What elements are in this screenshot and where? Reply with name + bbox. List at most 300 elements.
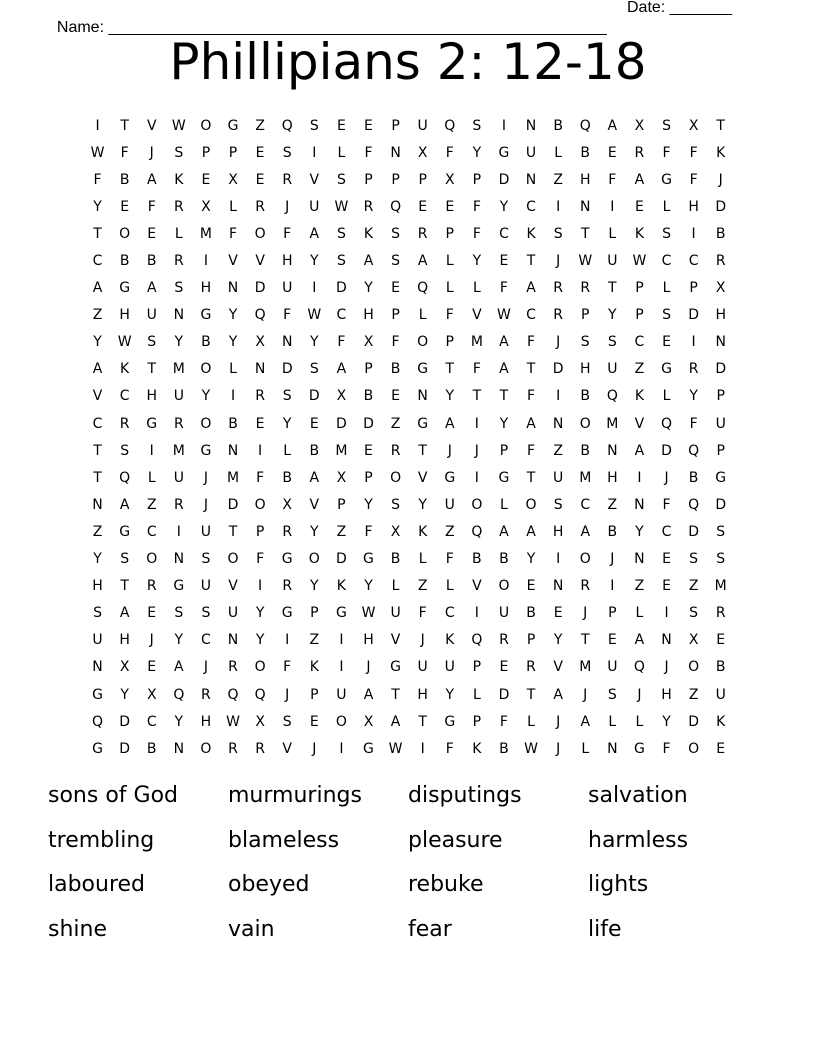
grid-letter: O (254, 496, 266, 513)
grid-letter: A (363, 686, 374, 703)
grid-letter: K (363, 225, 374, 242)
grid-letter: G (498, 469, 510, 486)
grid-letter: X (363, 334, 374, 351)
grid-letter: O (146, 551, 158, 568)
grid-letter: G (417, 361, 429, 378)
grid-letter: F (445, 307, 454, 324)
grid-letter: L (662, 280, 671, 297)
grid-letter: X (119, 659, 130, 676)
grid-letter: X (417, 144, 428, 161)
grid-letter: D (688, 523, 699, 540)
grid-letter: S (580, 334, 590, 351)
word-bank-item: fear (408, 916, 452, 942)
grid-letter: O (200, 361, 212, 378)
grid-letter: H (200, 280, 212, 297)
grid-letter: V (282, 740, 292, 757)
grid-letter: B (309, 442, 320, 459)
grid-letter: H (363, 632, 374, 649)
grid-letter: U (173, 388, 184, 405)
grid-letter: Q (471, 632, 483, 649)
grid-letter: V (417, 469, 428, 486)
grid-letter: W (90, 144, 105, 161)
grid-letter: A (607, 117, 618, 134)
grid-letter: Q (688, 442, 700, 459)
grid-letter: D (119, 740, 131, 757)
grid-letter: C (201, 632, 211, 649)
grid-letter: B (580, 388, 591, 405)
grid-letter: P (472, 171, 482, 188)
grid-letter: T (526, 253, 536, 270)
grid-letter: B (119, 253, 130, 270)
grid-letter: Y (174, 713, 184, 730)
grid-letter: D (498, 686, 510, 703)
grid-letter: A (526, 523, 536, 540)
grid-letter: T (526, 361, 536, 378)
grid-letter: M (335, 442, 348, 459)
grid-letter: E (607, 144, 617, 161)
grid-letter: V (92, 388, 103, 405)
grid-letter: G (715, 469, 727, 486)
grid-letter: E (662, 334, 671, 351)
grid-letter: E (120, 198, 130, 215)
grid-letter: Z (634, 578, 645, 595)
grid-letter: A (146, 280, 157, 297)
word-bank-item: vain (228, 916, 275, 942)
grid-letter: L (472, 280, 481, 297)
grid-letter: H (200, 713, 212, 730)
grid-letter: E (607, 632, 617, 649)
grid-letter: N (661, 632, 672, 649)
grid-letter: I (95, 117, 100, 134)
grid-letter: N (525, 117, 537, 134)
grid-letter: A (174, 659, 184, 676)
grid-letter: E (364, 117, 373, 134)
grid-letter: O (579, 551, 591, 568)
grid-letter: B (607, 523, 618, 540)
grid-letter: R (282, 171, 293, 188)
name-label: Name: ________________________________________________________ (56, 19, 607, 36)
grid-letter: E (336, 117, 346, 134)
grid-letter: Y (364, 496, 373, 513)
grid-letter: L (662, 388, 671, 405)
grid-letter: F (256, 469, 265, 486)
grid-letter: E (662, 578, 671, 595)
grid-letter: I (637, 469, 642, 486)
grid-letter: F (662, 496, 671, 513)
grid-letter: F (499, 713, 508, 730)
date-label: Date: _______ (627, 0, 732, 16)
grid-letter: K (716, 713, 726, 730)
grid-letter: Q (606, 388, 618, 405)
grid-letter: R (119, 415, 130, 432)
grid-letter: C (634, 334, 645, 351)
grid-letter: T (147, 361, 157, 378)
grid-letter: P (391, 117, 400, 134)
grid-letter: B (580, 144, 591, 161)
grid-letter: E (201, 171, 211, 188)
grid-letter: K (336, 578, 346, 595)
grid-letter: U (417, 117, 428, 134)
grid-letter: A (309, 469, 320, 486)
grid-letter: R (390, 442, 401, 459)
grid-letter: W (226, 713, 240, 730)
grid-letter: A (309, 225, 320, 242)
grid-letter: H (607, 469, 618, 486)
grid-letter: T (580, 225, 590, 242)
grid-letter: S (662, 117, 671, 134)
grid-letter: P (716, 388, 725, 405)
grid-letter: B (228, 415, 238, 432)
word-bank-item: laboured (48, 872, 146, 897)
grid-letter: N (390, 144, 401, 161)
grid-letter: N (607, 442, 618, 459)
word-bank-item: rebuke (408, 872, 484, 897)
grid-letter: S (282, 388, 292, 405)
grid-letter: N (227, 632, 239, 649)
grid-letter: X (255, 713, 265, 730)
grid-letter: C (499, 225, 509, 242)
grid-letter: Y (93, 551, 102, 568)
word-bank-item: harmless (588, 827, 689, 853)
grid-letter: U (417, 659, 428, 676)
grid-letter: S (201, 551, 211, 568)
grid-letter: S (391, 253, 401, 270)
grid-letter: P (445, 334, 454, 351)
grid-letter: I (339, 632, 344, 649)
grid-letter: I (474, 415, 479, 432)
grid-letter: S (689, 551, 699, 568)
grid-letter: R (282, 578, 293, 595)
grid-letter: F (445, 740, 454, 757)
grid-letter: D (715, 361, 727, 378)
grid-letter: U (200, 578, 212, 595)
grid-letter: I (149, 442, 154, 459)
grid-letter: F (689, 415, 698, 432)
grid-letter: A (390, 713, 401, 730)
grid-letter: R (363, 198, 374, 215)
grid-letter: Q (417, 280, 429, 297)
grid-letter: V (228, 253, 238, 270)
grid-letter: D (336, 551, 347, 568)
grid-letter: N (227, 442, 239, 459)
grid-letter: E (147, 659, 157, 676)
grid-letter: Z (553, 171, 563, 188)
grid-letter: B (553, 117, 563, 134)
grid-letter: D (715, 198, 727, 215)
grid-letter: G (363, 740, 374, 757)
grid-letter: K (309, 659, 319, 676)
grid-letter: G (119, 280, 131, 297)
grid-letter: U (390, 605, 401, 622)
grid-letter: O (579, 415, 591, 432)
grid-letter: K (174, 171, 184, 188)
grid-letter: D (336, 280, 347, 297)
grid-letter: F (283, 659, 292, 676)
grid-letter: J (718, 171, 723, 188)
grid-letter: X (228, 171, 238, 188)
grid-letter: N (634, 496, 645, 513)
grid-letter: G (92, 740, 103, 757)
grid-letter: F (689, 171, 698, 188)
grid-letter: L (229, 198, 237, 215)
grid-letter: L (608, 225, 617, 242)
grid-letter: Y (255, 632, 265, 649)
grid-letter: J (556, 253, 561, 270)
grid-letter: T (445, 361, 455, 378)
grid-letter: G (498, 144, 510, 161)
grid-letter: O (308, 551, 320, 568)
grid-letter: T (526, 686, 536, 703)
grid-letter: S (689, 605, 699, 622)
grid-letter: S (336, 171, 346, 188)
grid-letter: U (282, 280, 293, 297)
grid-letter: O (335, 713, 347, 730)
grid-letter: E (309, 713, 319, 730)
grid-letter: J (312, 740, 317, 757)
grid-letter: I (258, 442, 263, 459)
word-bank-item: disputings (408, 783, 522, 808)
grid-letter: A (119, 496, 130, 513)
grid-letter: P (364, 171, 373, 188)
grid-letter: N (579, 198, 591, 215)
grid-letter: R (173, 496, 184, 513)
grid-letter: Y (364, 578, 373, 595)
grid-letter: T (120, 578, 129, 595)
grid-letter: I (339, 659, 344, 676)
grid-letter: V (553, 659, 563, 676)
grid-letter: X (282, 496, 292, 513)
grid-letter: B (715, 659, 726, 676)
grid-letter: M (714, 578, 727, 595)
grid-letter: S (716, 523, 726, 540)
grid-letter: Y (310, 523, 319, 540)
grid-letter: P (255, 523, 265, 540)
grid-letter: T (228, 523, 238, 540)
grid-letter: Z (688, 686, 699, 703)
grid-letter: C (119, 388, 130, 405)
grid-letter: C (526, 307, 536, 324)
grid-letter: C (444, 605, 455, 622)
grid-letter: C (661, 253, 672, 270)
grid-letter: W (497, 307, 511, 324)
grid-letter: U (525, 144, 537, 161)
grid-letter: Z (417, 578, 428, 595)
grid-letter: B (119, 171, 130, 188)
grid-letter: R (282, 523, 293, 540)
grid-letter: S (174, 144, 184, 161)
grid-letter: R (255, 198, 265, 215)
grid-letter: E (364, 442, 373, 459)
grid-letter: P (310, 686, 319, 703)
grid-letter: T (120, 117, 129, 134)
grid-letter: A (92, 361, 103, 378)
grid-letter: L (283, 442, 292, 459)
grid-letter: S (120, 442, 130, 459)
grid-letter: S (174, 280, 184, 297)
grid-letter: R (553, 280, 563, 297)
grid-letter: J (637, 686, 642, 703)
grid-letter: F (445, 144, 454, 161)
grid-letter: O (200, 415, 212, 432)
grid-letter: D (661, 442, 672, 459)
grid-letter: P (418, 171, 427, 188)
grid-letter: F (472, 361, 481, 378)
grid-letter: X (146, 686, 157, 703)
grid-letter: G (119, 523, 131, 540)
grid-letter: N (92, 496, 103, 513)
grid-letter: Y (445, 686, 455, 703)
grid-letter: S (120, 551, 130, 568)
grid-letter: P (608, 605, 617, 622)
grid-letter: Y (418, 496, 427, 513)
grid-letter: S (607, 334, 617, 351)
grid-letter: P (364, 361, 373, 378)
grid-letter: Q (254, 307, 266, 324)
grid-letter: M (226, 469, 240, 486)
grid-letter: G (281, 605, 293, 622)
grid-letter: W (632, 253, 647, 270)
grid-letter: F (472, 225, 481, 242)
grid-letter: A (499, 334, 509, 351)
grid-letter: W (117, 334, 132, 351)
grid-letter: R (553, 307, 563, 324)
grid-letter: A (526, 415, 536, 432)
grid-letter: G (363, 551, 374, 568)
grid-letter: N (227, 280, 239, 297)
grid-letter: F (527, 388, 536, 405)
grid-letter: P (716, 442, 725, 459)
grid-letter: H (552, 523, 564, 540)
grid-letter: S (472, 117, 482, 134)
grid-letter: A (417, 253, 428, 270)
grid-letter: V (146, 117, 157, 134)
grid-letter: T (93, 469, 102, 486)
grid-letter: O (471, 496, 483, 513)
grid-letter: L (418, 551, 427, 568)
grid-letter: J (447, 442, 452, 459)
grid-letter: P (391, 171, 400, 188)
grid-letter: B (282, 469, 292, 486)
grid-letter: C (336, 307, 347, 324)
grid-letter: E (499, 253, 509, 270)
grid-letter: J (203, 469, 208, 486)
grid-letter: K (445, 632, 455, 649)
grid-letter: V (390, 632, 401, 649)
grid-letter: L (662, 198, 671, 215)
word-bank-item: life (588, 916, 622, 942)
grid-letter: Q (661, 415, 673, 432)
grid-letter: Z (607, 496, 618, 513)
grid-letter: I (176, 523, 181, 540)
grid-letter: B (499, 551, 509, 568)
grid-letter: I (556, 388, 561, 405)
grid-letter: J (203, 496, 208, 513)
grid-letter: W (307, 307, 322, 324)
grid-letter: G (200, 442, 212, 459)
grid-letter: Y (608, 307, 617, 324)
grid-letter: B (201, 334, 211, 351)
grid-letter: L (147, 469, 156, 486)
grid-letter: G (390, 659, 401, 676)
grid-letter: I (556, 551, 561, 568)
grid-letter: Z (92, 307, 103, 324)
grid-letter: R (526, 659, 536, 676)
grid-letter: Z (309, 632, 320, 649)
grid-letter: T (716, 117, 725, 134)
grid-letter: V (228, 578, 238, 595)
grid-letter: F (527, 442, 536, 459)
grid-letter: L (635, 713, 644, 730)
grid-letter: F (120, 144, 129, 161)
grid-letter: U (607, 361, 618, 378)
grid-letter: Z (255, 117, 265, 134)
grid-letter: F (337, 334, 346, 351)
grid-letter: U (715, 686, 726, 703)
grid-letter: S (93, 605, 102, 622)
grid-letter: S (309, 361, 319, 378)
grid-letter: L (174, 225, 183, 242)
grid-letter: I (339, 740, 344, 757)
grid-letter: U (498, 605, 510, 622)
grid-letter: S (391, 225, 401, 242)
grid-letter: Y (93, 198, 102, 215)
grid-letter: H (579, 361, 591, 378)
grid-letter: Q (444, 117, 456, 134)
grid-letter: I (230, 388, 236, 405)
grid-letter: G (444, 713, 456, 730)
grid-letter: U (715, 415, 726, 432)
grid-letter: Z (444, 523, 455, 540)
grid-letter: U (146, 307, 157, 324)
grid-letter: T (391, 686, 400, 703)
grid-letter: J (556, 713, 561, 730)
grid-letter: E (634, 198, 644, 215)
grid-letter: A (499, 523, 509, 540)
grid-letter: F (418, 605, 427, 622)
grid-letter: R (580, 578, 591, 595)
grid-letter: X (255, 334, 265, 351)
grid-letter: O (200, 740, 212, 757)
grid-letter: R (499, 632, 509, 649)
grid-letter: M (470, 334, 483, 351)
grid-letter: I (691, 334, 696, 351)
grid-letter: J (420, 632, 425, 649)
grid-letter: L (418, 307, 427, 324)
grid-letter: L (472, 686, 481, 703)
grid-letter: P (337, 496, 346, 513)
grid-letter: E (147, 225, 157, 242)
grid-letter: Y (255, 605, 265, 622)
grid-letter: H (688, 198, 699, 215)
name-date-line (48, 0, 748, 36)
grid-letter: G (335, 605, 347, 622)
grid-letter: S (662, 225, 671, 242)
grid-letter: A (634, 171, 645, 188)
grid-letter: G (92, 686, 103, 703)
grid-letter: Y (499, 415, 509, 432)
grid-letter: D (281, 361, 293, 378)
grid-letter: J (556, 334, 561, 351)
grid-letter: E (255, 415, 265, 432)
grid-letter: E (716, 632, 726, 649)
grid-letter: H (715, 307, 726, 324)
grid-letter: G (661, 171, 672, 188)
grid-letter: J (285, 686, 290, 703)
grid-letter: Y (445, 388, 455, 405)
grid-letter: I (691, 225, 696, 242)
grid-letter: F (364, 144, 373, 161)
grid-letter: Y (174, 334, 184, 351)
